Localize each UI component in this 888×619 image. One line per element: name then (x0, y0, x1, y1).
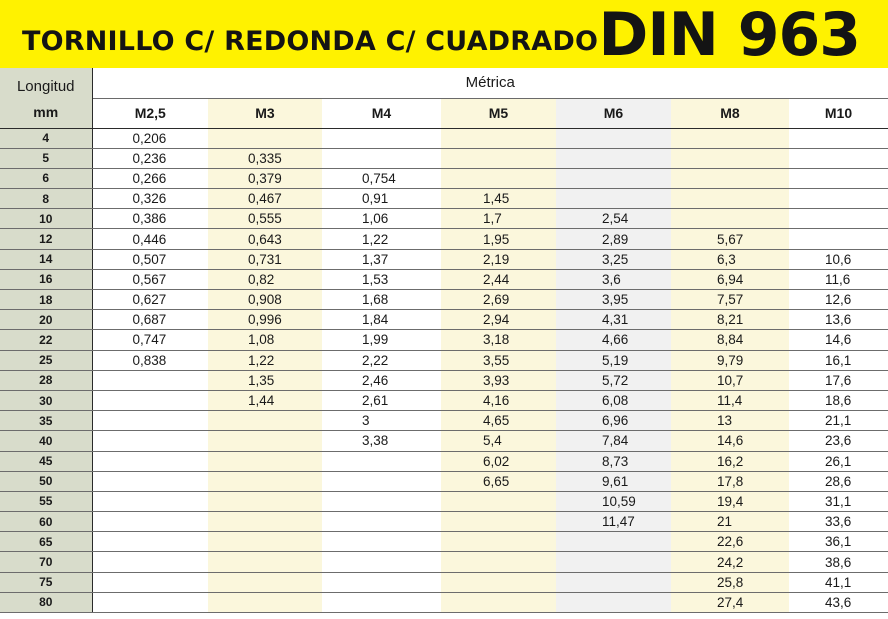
length-cell: 50 (0, 471, 92, 491)
weight-cell: 14,6 (789, 330, 888, 350)
weight-cell: 0,627 (92, 290, 208, 310)
metric-header: Métrica (92, 68, 888, 98)
weight-cell: 0,643 (208, 229, 322, 249)
weight-cell: 12,6 (789, 290, 888, 310)
weight-cell: 5,67 (671, 229, 789, 249)
weight-cell: 3,93 (441, 370, 556, 390)
weight-cell (208, 512, 322, 532)
weight-cell: 0,379 (208, 168, 322, 188)
weight-cell: 16,2 (671, 451, 789, 471)
weight-cell: 10,6 (789, 249, 888, 269)
weight-cell: 19,4 (671, 491, 789, 511)
table-row (0, 229, 888, 249)
weight-cell (208, 411, 322, 431)
weight-cell: 11,6 (789, 269, 888, 289)
weight-cell: 26,1 (789, 451, 888, 471)
weight-cell (441, 552, 556, 572)
weight-cell: 1,22 (208, 350, 322, 370)
weight-cell (322, 592, 441, 612)
weight-cell: 1,35 (208, 370, 322, 390)
table-row (0, 471, 888, 491)
length-cell: 5 (0, 148, 92, 168)
length-cell: 12 (0, 229, 92, 249)
weight-cell: 23,6 (789, 431, 888, 451)
data-table (0, 68, 888, 613)
length-cell: 10 (0, 209, 92, 229)
length-cell: 4 (0, 128, 92, 148)
weight-table (0, 68, 888, 619)
title-banner (0, 0, 888, 68)
weight-cell: 38,6 (789, 552, 888, 572)
length-cell: 8 (0, 189, 92, 209)
weight-cell: 16,1 (789, 350, 888, 370)
length-cell: 30 (0, 390, 92, 410)
table-row (0, 390, 888, 410)
weight-cell (671, 168, 789, 188)
table-row (0, 431, 888, 451)
weight-cell: 4,65 (441, 411, 556, 431)
weight-cell (556, 189, 671, 209)
weight-cell: 4,31 (556, 310, 671, 330)
length-cell: 25 (0, 350, 92, 370)
weight-cell: 11,47 (556, 512, 671, 532)
weight-cell: 9,79 (671, 350, 789, 370)
length-cell: 6 (0, 168, 92, 188)
length-cell: 18 (0, 290, 92, 310)
weight-cell: 1,7 (441, 209, 556, 229)
weight-cell (208, 431, 322, 451)
product-title: TORNILLO C/ REDONDA C/ CUADRADO (22, 26, 599, 57)
weight-cell (92, 451, 208, 471)
weight-cell: 11,4 (671, 390, 789, 410)
weight-cell (441, 532, 556, 552)
weight-cell: 0,838 (92, 350, 208, 370)
weight-cell: 0,335 (208, 148, 322, 168)
weight-cell: 2,94 (441, 310, 556, 330)
weight-cell: 0,236 (92, 148, 208, 168)
weight-cell: 31,1 (789, 491, 888, 511)
weight-cell: 0,507 (92, 249, 208, 269)
column-header: M3 (208, 98, 322, 128)
weight-cell: 21 (671, 512, 789, 532)
column-header: M6 (556, 98, 671, 128)
table-row (0, 290, 888, 310)
weight-cell: 2,61 (322, 390, 441, 410)
weight-cell (556, 592, 671, 612)
weight-cell: 36,1 (789, 532, 888, 552)
weight-cell (556, 572, 671, 592)
length-cell: 16 (0, 269, 92, 289)
length-cell: 60 (0, 512, 92, 532)
table-row (0, 249, 888, 269)
weight-cell: 5,72 (556, 370, 671, 390)
weight-cell: 17,6 (789, 370, 888, 390)
weight-cell (322, 148, 441, 168)
weight-cell: 0,687 (92, 310, 208, 330)
weight-cell: 0,446 (92, 229, 208, 249)
weight-cell: 6,08 (556, 390, 671, 410)
weight-cell: 2,69 (441, 290, 556, 310)
weight-cell: 1,84 (322, 310, 441, 330)
weight-cell: 0,386 (92, 209, 208, 229)
weight-cell (92, 532, 208, 552)
table-row (0, 512, 888, 532)
weight-cell: 1,22 (322, 229, 441, 249)
weight-cell (208, 451, 322, 471)
length-cell: 75 (0, 572, 92, 592)
weight-cell (322, 471, 441, 491)
table-row (0, 330, 888, 350)
column-header: M10 (789, 98, 888, 128)
table-row (0, 168, 888, 188)
weight-cell: 0,266 (92, 168, 208, 188)
weight-cell: 1,44 (208, 390, 322, 410)
table-row (0, 370, 888, 390)
length-cell: 14 (0, 249, 92, 269)
table-row (0, 209, 888, 229)
weight-cell (92, 512, 208, 532)
length-header: Longitud (0, 68, 92, 98)
length-cell: 55 (0, 491, 92, 511)
length-cell: 20 (0, 310, 92, 330)
weight-cell (441, 512, 556, 532)
weight-cell: 41,1 (789, 572, 888, 592)
weight-cell (322, 491, 441, 511)
length-cell: 22 (0, 330, 92, 350)
weight-cell (92, 592, 208, 612)
weight-cell (556, 168, 671, 188)
weight-cell: 5,4 (441, 431, 556, 451)
weight-cell (789, 229, 888, 249)
length-unit-header: mm (0, 98, 92, 128)
weight-cell (208, 572, 322, 592)
weight-cell: 10,59 (556, 491, 671, 511)
table-body (0, 128, 888, 613)
weight-cell: 6,3 (671, 249, 789, 269)
weight-cell: 0,731 (208, 249, 322, 269)
length-cell: 40 (0, 431, 92, 451)
weight-cell: 5,19 (556, 350, 671, 370)
weight-cell: 0,467 (208, 189, 322, 209)
weight-cell (92, 411, 208, 431)
weight-cell (322, 451, 441, 471)
weight-cell: 13 (671, 411, 789, 431)
weight-cell (322, 572, 441, 592)
weight-cell: 7,57 (671, 290, 789, 310)
weight-cell: 1,99 (322, 330, 441, 350)
weight-cell: 18,6 (789, 390, 888, 410)
weight-cell (322, 532, 441, 552)
table-row (0, 491, 888, 511)
weight-cell: 3,18 (441, 330, 556, 350)
weight-cell: 17,8 (671, 471, 789, 491)
weight-cell: 14,6 (671, 431, 789, 451)
weight-cell (92, 552, 208, 572)
weight-cell: 33,6 (789, 512, 888, 532)
weight-cell: 0,754 (322, 168, 441, 188)
weight-cell: 2,44 (441, 269, 556, 289)
weight-cell: 6,02 (441, 451, 556, 471)
weight-cell (789, 148, 888, 168)
weight-cell: 43,6 (789, 592, 888, 612)
weight-cell (92, 572, 208, 592)
weight-cell: 0,91 (322, 189, 441, 209)
weight-cell: 22,6 (671, 532, 789, 552)
weight-cell: 27,4 (671, 592, 789, 612)
table-row (0, 411, 888, 431)
length-cell: 65 (0, 532, 92, 552)
weight-cell: 2,46 (322, 370, 441, 390)
table-row (0, 532, 888, 552)
length-cell: 45 (0, 451, 92, 471)
weight-cell (322, 552, 441, 572)
weight-cell: 1,95 (441, 229, 556, 249)
weight-cell: 0,908 (208, 290, 322, 310)
weight-cell (208, 491, 322, 511)
weight-cell (322, 128, 441, 148)
weight-cell: 7,84 (556, 431, 671, 451)
weight-cell: 1,68 (322, 290, 441, 310)
weight-cell (208, 532, 322, 552)
weight-cell: 8,84 (671, 330, 789, 350)
weight-cell: 0,326 (92, 189, 208, 209)
weight-cell: 3,25 (556, 249, 671, 269)
weight-cell (789, 128, 888, 148)
table-row (0, 128, 888, 148)
weight-cell (671, 128, 789, 148)
weight-cell: 0,747 (92, 330, 208, 350)
weight-cell (671, 189, 789, 209)
weight-cell: 3,55 (441, 350, 556, 370)
weight-cell (441, 128, 556, 148)
weight-cell (671, 148, 789, 168)
weight-cell: 8,21 (671, 310, 789, 330)
weight-cell: 3 (322, 411, 441, 431)
weight-cell: 4,16 (441, 390, 556, 410)
weight-cell: 1,08 (208, 330, 322, 350)
standard-code: DIN 963 (598, 0, 860, 70)
weight-cell: 2,19 (441, 249, 556, 269)
weight-cell (92, 491, 208, 511)
weight-cell: 1,06 (322, 209, 441, 229)
weight-cell: 1,45 (441, 189, 556, 209)
table-row (0, 269, 888, 289)
weight-cell: 24,2 (671, 552, 789, 572)
weight-cell (556, 148, 671, 168)
weight-cell: 13,6 (789, 310, 888, 330)
weight-cell (671, 209, 789, 229)
weight-cell: 0,82 (208, 269, 322, 289)
length-cell: 70 (0, 552, 92, 572)
table-row (0, 148, 888, 168)
weight-cell (556, 532, 671, 552)
column-header: M8 (671, 98, 789, 128)
weight-cell: 2,89 (556, 229, 671, 249)
weight-cell (92, 390, 208, 410)
table-row (0, 451, 888, 471)
length-cell: 35 (0, 411, 92, 431)
weight-cell: 4,66 (556, 330, 671, 350)
weight-cell: 3,95 (556, 290, 671, 310)
weight-cell: 6,94 (671, 269, 789, 289)
weight-cell (441, 168, 556, 188)
weight-cell: 28,6 (789, 471, 888, 491)
weight-cell (441, 572, 556, 592)
weight-cell: 6,65 (441, 471, 556, 491)
weight-cell (789, 189, 888, 209)
weight-cell: 3,38 (322, 431, 441, 451)
weight-cell (789, 168, 888, 188)
length-cell: 28 (0, 370, 92, 390)
weight-cell (208, 128, 322, 148)
weight-cell: 0,567 (92, 269, 208, 289)
table-row (0, 310, 888, 330)
weight-cell (322, 512, 441, 532)
weight-cell (208, 592, 322, 612)
weight-cell (556, 128, 671, 148)
weight-cell: 2,22 (322, 350, 441, 370)
weight-cell (441, 491, 556, 511)
weight-cell (789, 209, 888, 229)
weight-cell: 3,6 (556, 269, 671, 289)
weight-cell (441, 592, 556, 612)
weight-cell: 1,37 (322, 249, 441, 269)
weight-cell: 0,206 (92, 128, 208, 148)
weight-cell: 1,53 (322, 269, 441, 289)
weight-cell (92, 471, 208, 491)
table-row (0, 350, 888, 370)
weight-cell (556, 552, 671, 572)
weight-cell (92, 370, 208, 390)
weight-cell: 21,1 (789, 411, 888, 431)
weight-cell: 9,61 (556, 471, 671, 491)
weight-cell (208, 471, 322, 491)
weight-cell: 10,7 (671, 370, 789, 390)
weight-cell: 25,8 (671, 572, 789, 592)
weight-cell: 0,555 (208, 209, 322, 229)
weight-cell: 6,96 (556, 411, 671, 431)
column-header: M4 (322, 98, 441, 128)
table-row (0, 592, 888, 612)
weight-cell (441, 148, 556, 168)
weight-cell: 2,54 (556, 209, 671, 229)
weight-cell (92, 431, 208, 451)
table-row (0, 189, 888, 209)
weight-cell: 0,996 (208, 310, 322, 330)
table-row (0, 552, 888, 572)
weight-cell (208, 552, 322, 572)
column-header: M2,5 (92, 98, 208, 128)
weight-cell: 8,73 (556, 451, 671, 471)
table-row (0, 572, 888, 592)
length-cell: 80 (0, 592, 92, 612)
column-header: M5 (441, 98, 556, 128)
